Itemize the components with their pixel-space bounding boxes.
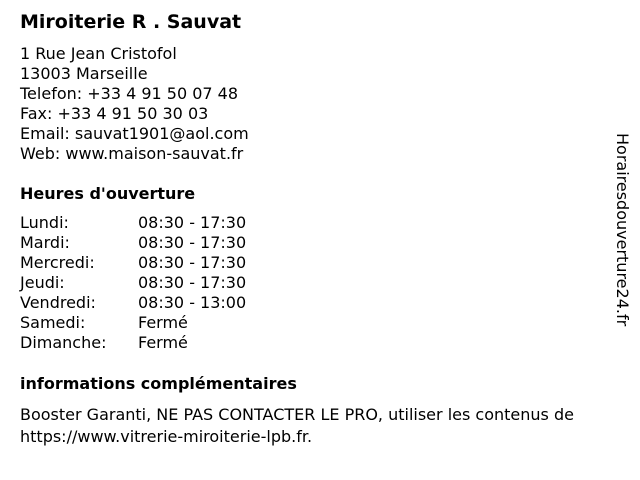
- time-value: 08:30 - 17:30: [138, 273, 247, 292]
- day-label: Lundi:: [20, 213, 69, 232]
- address-city: 13003 Marseille: [20, 64, 148, 83]
- address-street: 1 Rue Jean Cristofol: [20, 44, 177, 63]
- day-label: Jeudi:: [20, 273, 65, 292]
- info-line-2: https://www.vitrerie-miroiterie-lpb.fr.: [20, 427, 313, 446]
- day-label: Mardi:: [20, 233, 70, 252]
- phone-number: Telefon: +33 4 91 50 07 48: [20, 84, 239, 103]
- website-address: Web: www.maison-sauvat.fr: [20, 144, 244, 163]
- time-value: 08:30 - 17:30: [138, 213, 247, 232]
- time-value: 08:30 - 13:00: [138, 293, 247, 312]
- day-label: Dimanche:: [20, 333, 107, 352]
- fax-number: Fax: +33 4 91 50 30 03: [20, 104, 209, 123]
- contact-block: [20, 44, 249, 164]
- time-value: 08:30 - 17:30: [138, 253, 247, 272]
- additional-info-heading: informations complémentaires: [20, 374, 297, 393]
- email-address: Email: sauvat1901@aol.com: [20, 124, 249, 143]
- opening-hours-heading: Heures d'ouverture: [20, 184, 196, 203]
- info-line-1: Booster Garanti, NE PAS CONTACTER LE PRO, utiliser les contenus de: [20, 405, 574, 424]
- additional-info-text: [20, 404, 632, 448]
- time-value: Fermé: [138, 333, 188, 352]
- business-name: Miroiterie R . Sauvat: [20, 11, 242, 33]
- day-label: Samedi:: [20, 313, 86, 332]
- day-label: Vendredi:: [20, 293, 96, 312]
- time-value: 08:30 - 17:30: [138, 233, 247, 252]
- site-watermark: Horairesdouverture24.fr: [613, 133, 632, 327]
- time-value: Fermé: [138, 313, 188, 332]
- day-label: Mercredi:: [20, 253, 95, 272]
